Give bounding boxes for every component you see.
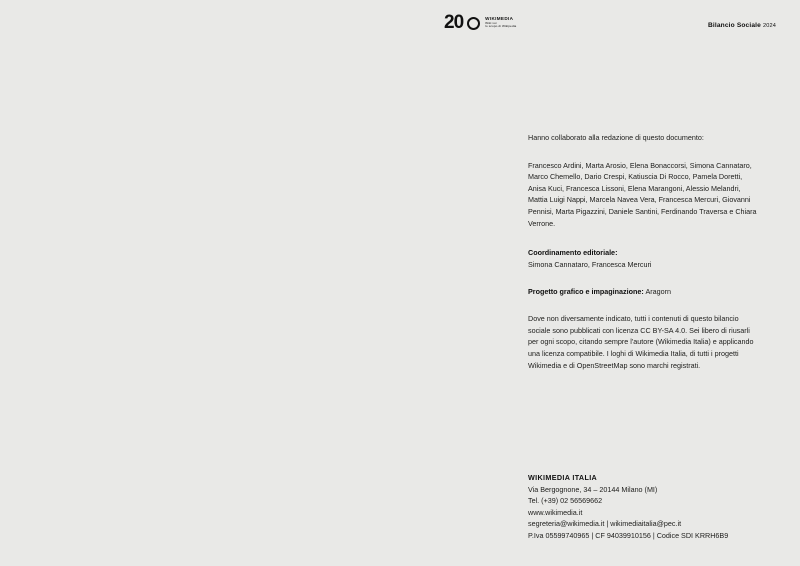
organization-address: Via Bergognone, 34 – 20144 Milano (MI): [528, 485, 658, 494]
license-notice: Dove non diversamente indicato, tutti i contenuti di questo bilancio sociale sono pubblicati con licenza CC BY-SA 4.0. Sei libero di riusarli per ogni scopo, citando sempre l'autore (Wikimedia Italia) e applicando una licenza compatibile. I loghi di Wikimedia Italia, di tutti i progetti Wikimedia e di OpenStreetMap sono marchi registrati.: [528, 313, 754, 370]
colophon-content: [528, 132, 760, 371]
colophon-intro: Hanno collaborato alla redazione di questo documento:: [528, 133, 704, 142]
organization-footer: [528, 473, 778, 541]
editorial-coordination-row: [528, 247, 760, 258]
header-year-text: 2024: [762, 23, 776, 29]
globe-icon: [467, 17, 480, 30]
organization-name: WIKIMEDIA ITALIA: [528, 473, 598, 482]
graphic-design-value: Aragorn: [645, 286, 672, 296]
wikimedia-logo: [444, 13, 516, 32]
header-document-title: [708, 22, 776, 29]
page-header: [0, 0, 800, 48]
colon: :: [641, 286, 644, 296]
logo-wordmark: [485, 16, 516, 28]
logo-line-3: lo scopo di Wikipedia: [485, 24, 517, 29]
header-center-band: [404, 0, 800, 48]
organization-website[interactable]: www.wikimedia.it: [528, 507, 583, 517]
organization-emails[interactable]: segreteria@wikimedia.it | wikimediaitalia@pec.it: [528, 519, 682, 529]
editorial-coordination-value: Simona Cannataro, Francesca Mercuri: [528, 259, 652, 269]
graphic-design-label: Progetto grafico e impaginazione: [528, 286, 642, 296]
contributors-list: Francesco Ardini, Marta Arosio, Elena Bonaccorsi, Simona Cannataro, Marco Chemello, Dario Crespi, Katiuscia Di Rocco, Pamela Doretti, Anisa Kuci, Francesca Lissoni, Elena Marangoni, Alessio Melandri, Mattia Luigi Nappi, Marcela Navea Vera, Francesca Mercuri, Giovanni Pennisi, Marta Pigazzini, Daniele Santini, Ferdinando Traversa e Chiara Verrone.: [528, 160, 757, 228]
logo-line-2: Wiki voi: [485, 20, 497, 25]
organization-fiscal-data: P.Iva 05599740965 | CF 94039910156 | Codice SDI KRRH6B9: [528, 530, 729, 540]
graphic-design-row: [528, 286, 760, 297]
header-title-text: Bilancio Sociale: [707, 22, 761, 29]
organization-phone: Tel. (+39) 02 56569662: [528, 496, 603, 506]
spacer: [528, 144, 760, 160]
spacer: [528, 229, 760, 247]
spacer: [528, 270, 760, 286]
spacer: [528, 297, 760, 313]
logo-anniversary-mark: 20: [444, 12, 464, 33]
editorial-coordination-label: Coordinamento editoriale: [528, 248, 616, 258]
colon: :: [615, 248, 618, 258]
logo-line-1: WIKIMEDIA: [485, 16, 514, 22]
